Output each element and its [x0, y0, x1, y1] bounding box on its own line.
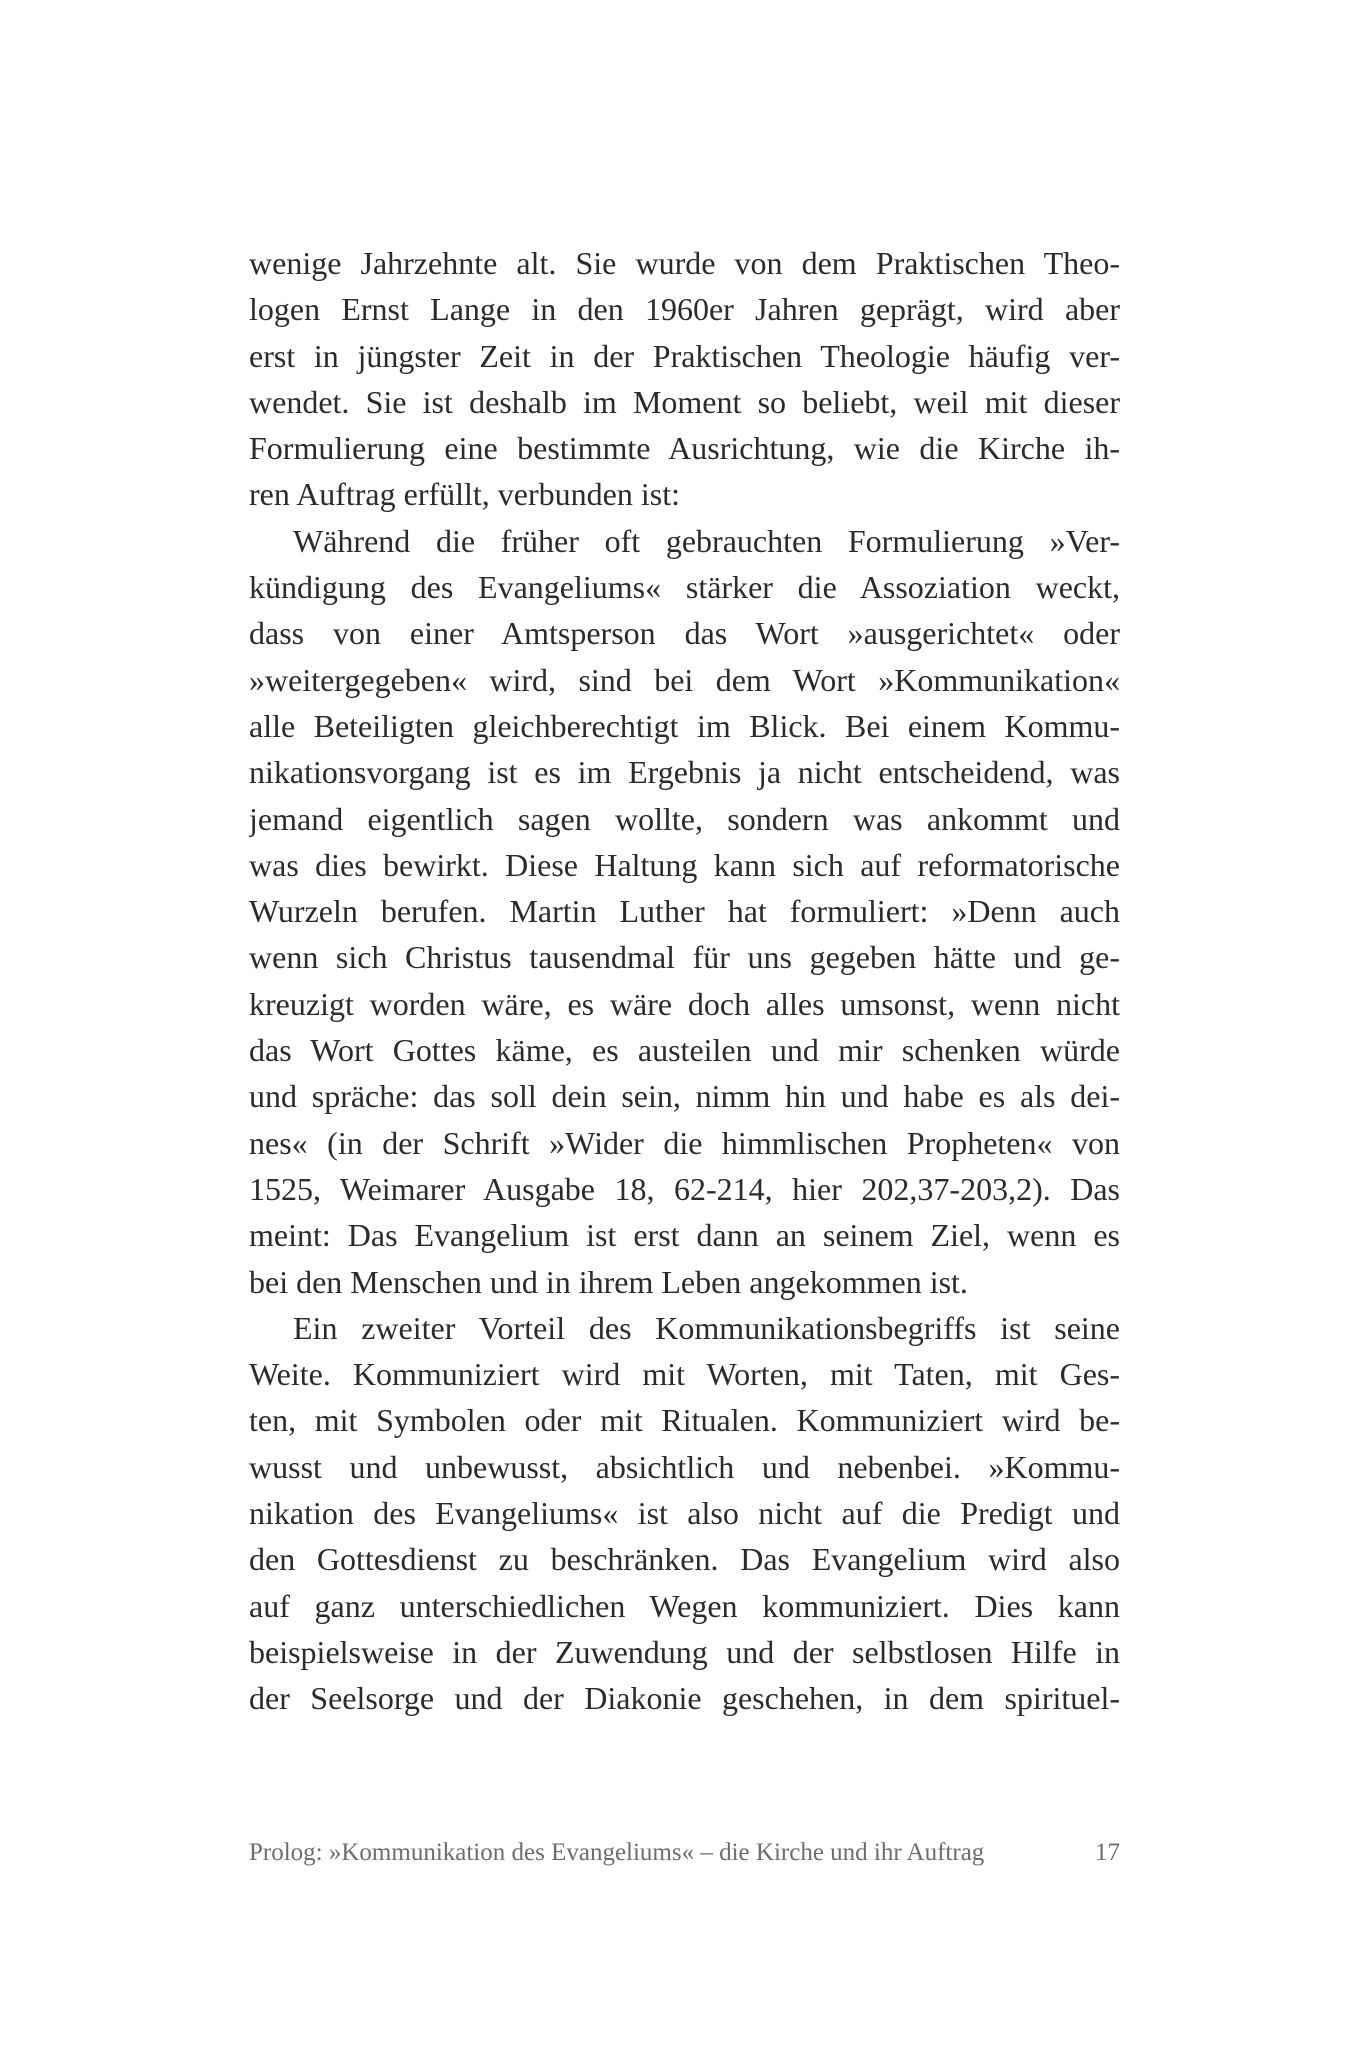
text-line: nes« (in der Schrift »Wider die himmlischen Propheten« von: [249, 1124, 1120, 1161]
running-footer: [249, 1833, 1120, 1873]
text-line: der Seelsorge und der Diakonie geschehen, in dem spirituel-: [249, 1680, 1120, 1717]
text-line: erst in jüngster Zeit in der Praktischen Theologie häufig ver-: [249, 337, 1120, 374]
text-line: Ein zweiter Vorteil des Kommunikationsbegriffs ist seine: [293, 1309, 1120, 1346]
text-line: beispielsweise in der Zuwendung und der selbstlosen Hilfe in: [249, 1633, 1120, 1670]
paragraph-1: [249, 240, 1120, 518]
text-line: alle Beteiligten gleichberechtigt im Blick. Bei einem Kommu-: [249, 707, 1120, 744]
running-title: Prolog: »Kommunikation des Evangeliums« – die Kirche und ihr Auftrag: [249, 1839, 985, 1866]
text-line: ten, mit Symbolen oder mit Ritualen. Kommuniziert wird be-: [249, 1402, 1120, 1439]
text-line: bei den Menschen und in ihrem Leben angekommen ist.: [249, 1263, 968, 1300]
text-line: Wurzeln berufen. Martin Luther hat formuliert: »Denn auch: [249, 893, 1120, 930]
text-line: wusst und unbewusst, absichtlich und nebenbei. »Kommu-: [249, 1448, 1120, 1485]
text-line: Während die früher oft gebrauchten Formulierung »Ver-: [293, 522, 1120, 559]
text-line: den Gottesdienst zu beschränken. Das Evangelium wird also: [249, 1541, 1120, 1578]
text-line: »weitergegeben« wird, sind bei dem Wort »Kommunikation«: [249, 661, 1120, 698]
text-line: Weite. Kommuniziert wird mit Worten, mit Taten, mit Ges-: [249, 1356, 1120, 1393]
text-line: das Wort Gottes käme, es austeilen und mir schenken würde: [249, 1032, 1120, 1069]
text-line: was dies bewirkt. Diese Haltung kann sich auf reformatorische: [249, 846, 1120, 883]
text-line: logen Ernst Lange in den 1960er Jahren geprägt, wird aber: [249, 291, 1120, 328]
text-line: 1525, Weimarer Ausgabe 18, 62-214, hier 202,37-203,2). Das: [249, 1170, 1120, 1207]
text-line: kreuzigt worden wäre, es wäre doch alles umsonst, wenn nicht: [249, 985, 1120, 1022]
text-line: dass von einer Amtsperson das Wort »ausgerichtet« oder: [249, 615, 1120, 652]
page-number: 17: [1095, 1839, 1120, 1866]
text-line: nikation des Evangeliums« ist also nicht auf die Predigt und: [249, 1495, 1120, 1532]
text-line: und spräche: das soll dein sein, nimm hin und habe es als dei-: [249, 1078, 1120, 1115]
text-line: kündigung des Evangeliums« stärker die Assoziation weckt,: [249, 569, 1120, 606]
paragraph-3: [249, 1305, 1120, 1722]
text-line: jemand eigentlich sagen wollte, sondern was ankommt und: [249, 800, 1120, 837]
text-line: wendet. Sie ist deshalb im Moment so beliebt, weil mit dieser: [249, 383, 1120, 420]
text-line: auf ganz unterschiedlichen Wegen kommuniziert. Dies kann: [249, 1587, 1120, 1624]
text-line: nikationsvorgang ist es im Ergebnis ja nicht entscheidend, was: [249, 754, 1120, 791]
text-line: wenige Jahrzehnte alt. Sie wurde von dem Praktischen Theo-: [249, 245, 1120, 281]
text-line: ren Auftrag erfüllt, verbunden ist:: [249, 476, 680, 513]
text-line: Formulierung eine bestimmte Ausrichtung, wie die Kirche ih-: [249, 430, 1120, 467]
body-text: [249, 240, 1120, 1722]
text-line: wenn sich Christus tausendmal für uns gegeben hätte und ge-: [249, 939, 1120, 976]
paragraph-2: [249, 518, 1120, 1305]
text-line: meint: Das Evangelium ist erst dann an seinem Ziel, wenn es: [249, 1217, 1120, 1254]
